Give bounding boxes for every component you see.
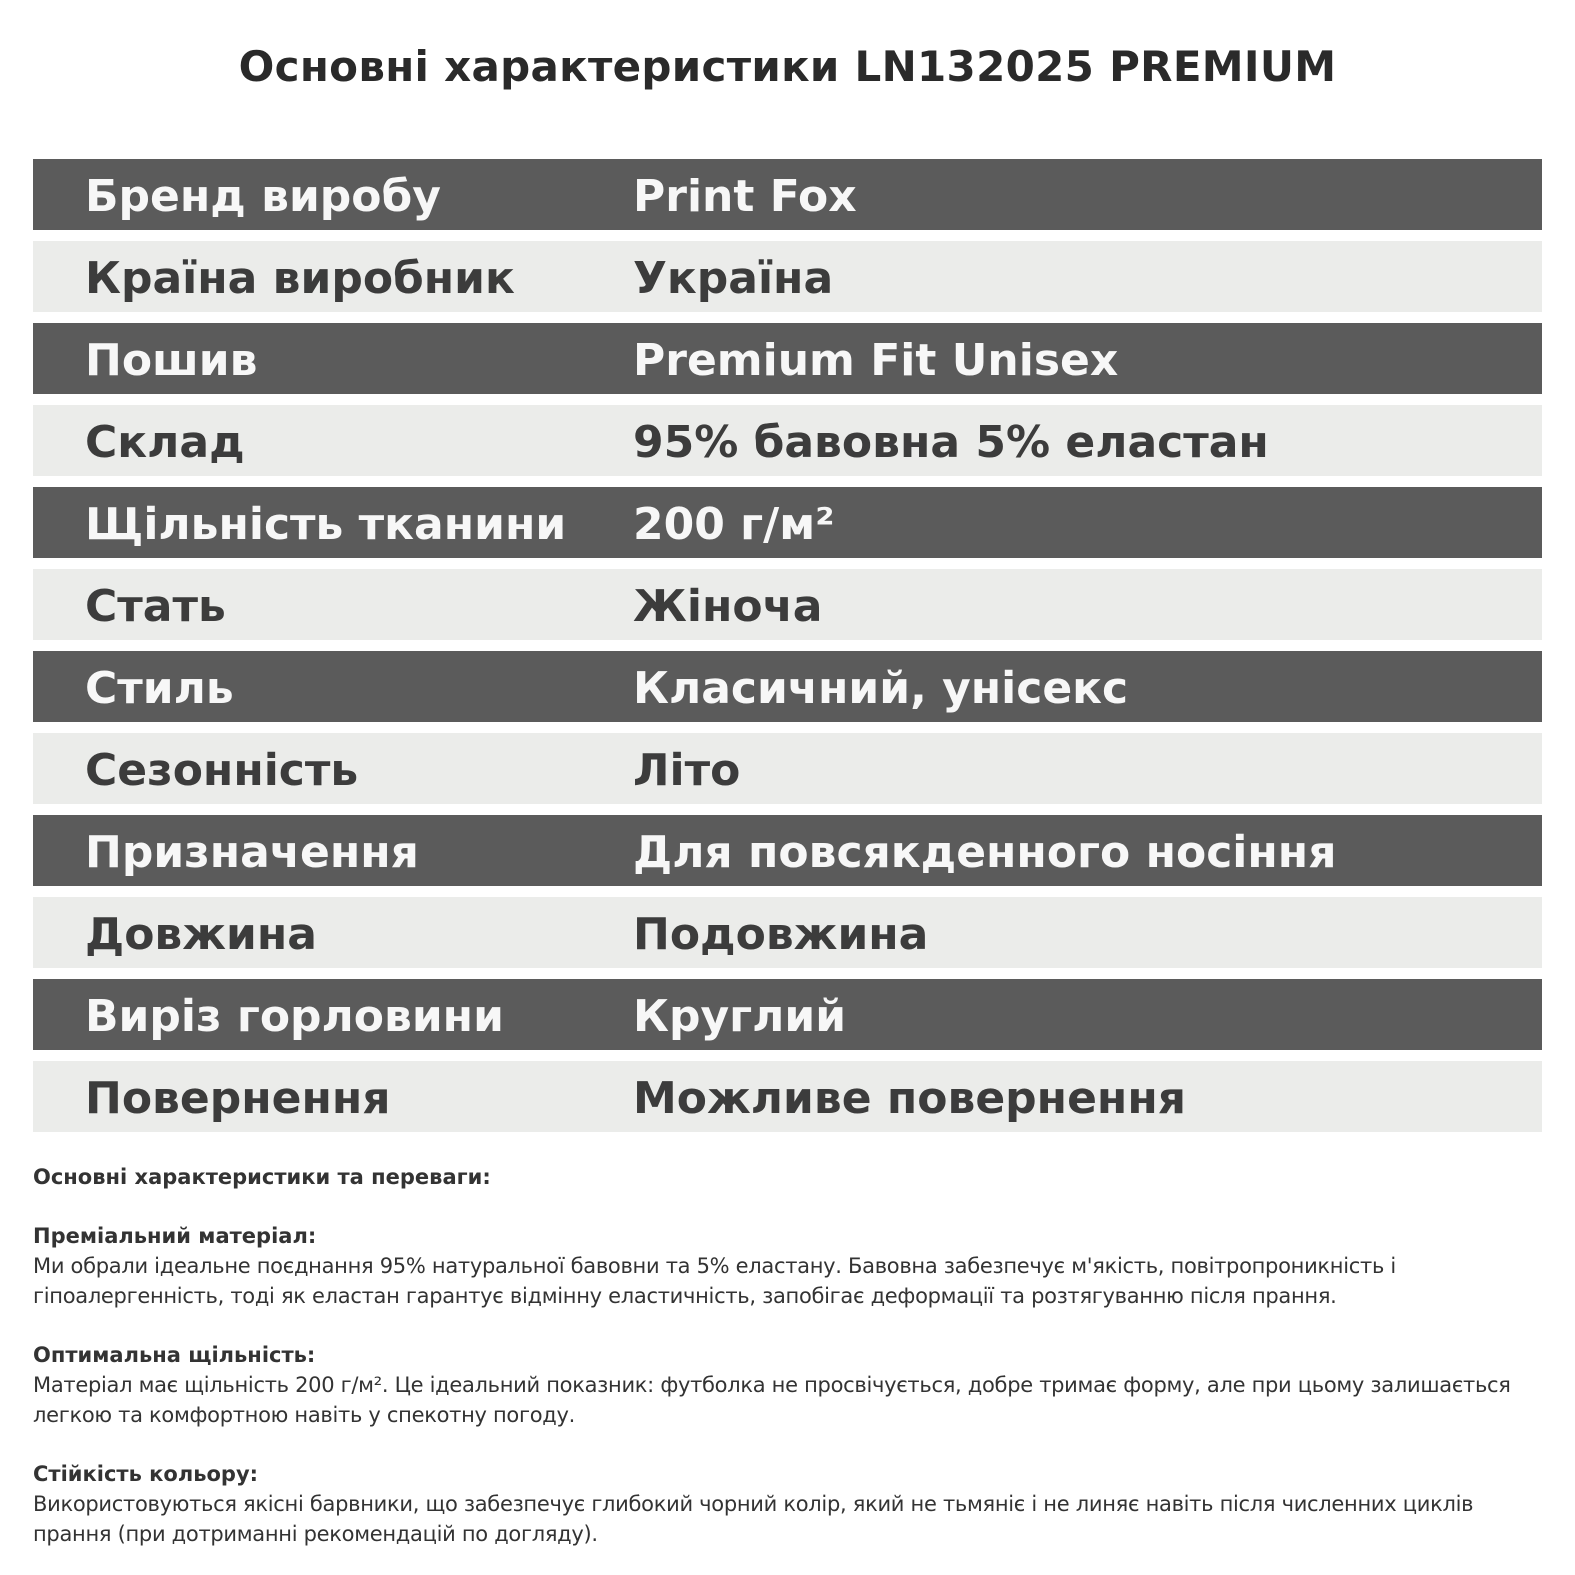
spec-row-composition xyxy=(33,405,1542,476)
spec-value: Літо xyxy=(633,745,741,796)
spec-value: Подовжина xyxy=(633,909,929,960)
description-block-title: Стійкість кольору: xyxy=(33,1462,259,1486)
spec-row-return xyxy=(33,1061,1542,1132)
spec-value: 95% бавовна 5% еластан xyxy=(633,417,1269,468)
spec-row-style xyxy=(33,651,1542,722)
spec-label: Призначення xyxy=(85,827,419,878)
spec-row-purpose xyxy=(33,815,1542,886)
description-block-text: Використовуються якісні барвники, що забезпечує глибокий чорний колір, який не тьмяніє і не линяє навіть після численних циклів прання (при дотриманні рекомендацій по догляду). xyxy=(33,1492,1474,1546)
description-block-title: Преміальний матеріал: xyxy=(33,1224,317,1248)
spec-value: Україна xyxy=(633,253,834,304)
description-block-material xyxy=(33,1221,1543,1311)
spec-value: Premium Fit Unisex xyxy=(633,335,1119,386)
spec-label: Стиль xyxy=(85,663,234,714)
spec-value: Print Fox xyxy=(633,171,857,222)
spec-label: Довжина xyxy=(85,909,317,960)
spec-label: Повернення xyxy=(85,1073,391,1124)
spec-value: Класичний, унісекс xyxy=(633,663,1129,714)
description-block-text: Матеріал має щільність 200 г/м². Це ідеальний показник: футболка не просвічується, добре тримає форму, але при цьому залишається легкою та комфортною навіть у спекотну погоду. xyxy=(33,1373,1511,1427)
spec-label: Склад xyxy=(85,417,245,468)
description-block-density xyxy=(33,1340,1543,1430)
spec-row-density xyxy=(33,487,1542,558)
spec-row-country xyxy=(33,241,1542,312)
spec-row-neckline xyxy=(33,979,1542,1050)
description-block-title: Оптимальна щільність: xyxy=(33,1343,316,1367)
spec-label: Бренд виробу xyxy=(85,171,441,222)
spec-value: Жіноча xyxy=(633,581,823,632)
spec-label: Виріз горловини xyxy=(85,991,504,1042)
spec-row-length xyxy=(33,897,1542,968)
description-block-color xyxy=(33,1459,1543,1549)
spec-label: Пошив xyxy=(85,335,258,386)
spec-label: Країна виробник xyxy=(85,253,515,304)
spec-value: Круглий xyxy=(633,991,847,1042)
spec-value: 200 г/м² xyxy=(633,499,835,550)
spec-value: Для повсякденного носіння xyxy=(633,827,1337,878)
description-heading: Основні характеристики та переваги: xyxy=(33,1165,491,1189)
spec-label: Щільність тканини xyxy=(85,499,567,550)
description-block-text: Ми обрали ідеальне поєднання 95% натуральної бавовни та 5% еластану. Бавовна забезпечує м'якість, повітропроникність і гіпоалергенність, тоді як еластан гарантує відмінну еластичність, запобігає деформації та розтягуванню після прання. xyxy=(33,1254,1396,1308)
spec-value: Можливе повернення xyxy=(633,1073,1186,1124)
spec-row-brand xyxy=(33,159,1542,230)
spec-label: Сезонність xyxy=(85,745,359,796)
spec-label: Стать xyxy=(85,581,226,632)
description-section xyxy=(33,1162,1543,1549)
spec-row-gender xyxy=(33,569,1542,640)
page-title: Основні характеристики LN132025 PREMIUM xyxy=(238,42,1337,91)
spec-table xyxy=(33,159,1542,1143)
spec-row-season xyxy=(33,733,1542,804)
spec-row-fit xyxy=(33,323,1542,394)
